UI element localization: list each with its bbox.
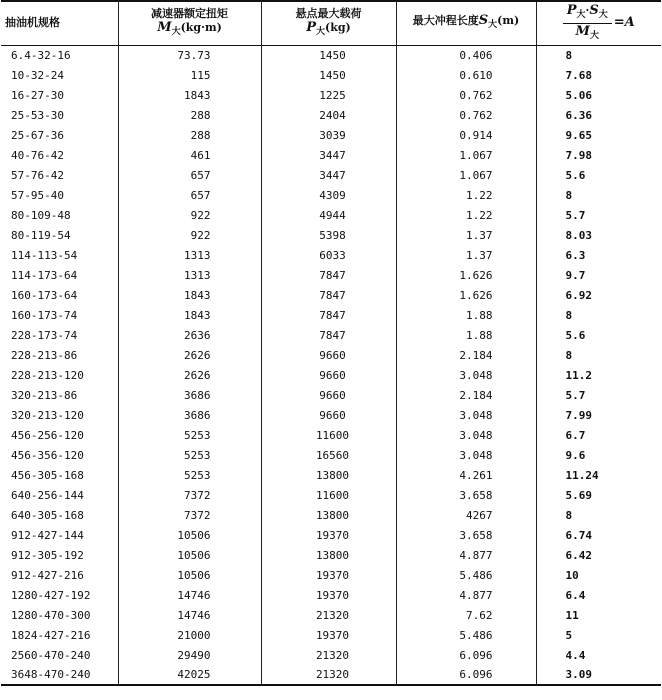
cell-torque: 7372 bbox=[118, 485, 261, 505]
cell-load: 2404 bbox=[261, 105, 396, 125]
cell-stroke: 3.658 bbox=[396, 525, 536, 545]
cell-load: 3039 bbox=[261, 125, 396, 145]
cell-ratio: 11 bbox=[565, 608, 579, 622]
table-row bbox=[1, 125, 661, 145]
table-row bbox=[1, 485, 661, 505]
table-row bbox=[1, 645, 661, 665]
cell-ratio: 10 bbox=[565, 568, 579, 582]
load-subscript: 大 bbox=[316, 27, 326, 38]
cell-stroke: 5.486 bbox=[396, 565, 536, 585]
cell-stroke: 1.22 bbox=[396, 185, 536, 205]
header-torque-label: 减速器额定扭矩 bbox=[151, 7, 228, 21]
cell-ratio: 6.42 bbox=[565, 548, 592, 562]
cell-ratio: 6.3 bbox=[565, 248, 586, 262]
cell-spec: 456-256-120 bbox=[1, 425, 118, 445]
cell-torque: 10506 bbox=[118, 525, 261, 545]
cell-ratio: 8 bbox=[565, 48, 573, 62]
table-row bbox=[1, 665, 661, 685]
table-row bbox=[1, 445, 661, 465]
header-torque-symbol-line bbox=[119, 21, 261, 39]
table-row bbox=[1, 565, 661, 585]
table-row bbox=[1, 465, 661, 485]
cell-load: 19370 bbox=[261, 585, 396, 605]
cell-stroke: 4.877 bbox=[396, 545, 536, 565]
torque-unit: (kg·m) bbox=[180, 21, 222, 35]
cell-stroke: 3.048 bbox=[396, 445, 536, 465]
cell-ratio: 8 bbox=[565, 308, 573, 322]
table-row bbox=[1, 505, 661, 525]
cell-torque: 29490 bbox=[118, 645, 261, 665]
cell-torque: 3686 bbox=[118, 385, 261, 405]
cell-load: 7847 bbox=[261, 325, 396, 345]
cell-torque: 1843 bbox=[118, 285, 261, 305]
table-row bbox=[1, 165, 661, 185]
cell-spec: 10-32-24 bbox=[1, 65, 118, 85]
cell-load: 9660 bbox=[261, 345, 396, 365]
cell-torque: 5253 bbox=[118, 465, 261, 485]
ratio-dot: · bbox=[585, 3, 590, 17]
cell-load: 19370 bbox=[261, 565, 396, 585]
header-spec-label: 抽油机规格 bbox=[5, 16, 60, 30]
cell-spec: 57-76-42 bbox=[1, 165, 118, 185]
cell-torque: 657 bbox=[118, 165, 261, 185]
cell-ratio: 11.2 bbox=[565, 368, 592, 382]
table-row bbox=[1, 285, 661, 305]
ratio-fraction bbox=[563, 4, 612, 43]
load-unit: (kg) bbox=[325, 21, 351, 35]
cell-stroke: 1.37 bbox=[396, 225, 536, 245]
cell-ratio: 6.7 bbox=[565, 428, 586, 442]
cell-stroke: 1.37 bbox=[396, 245, 536, 265]
cell-ratio: 6.74 bbox=[565, 528, 592, 542]
cell-torque: 14746 bbox=[118, 585, 261, 605]
cell-load: 7847 bbox=[261, 265, 396, 285]
cell-spec: 320-213-120 bbox=[1, 405, 118, 425]
cell-load: 1450 bbox=[261, 45, 396, 65]
cell-load: 7847 bbox=[261, 305, 396, 325]
cell-ratio: 5.06 bbox=[565, 88, 592, 102]
cell-load: 19370 bbox=[261, 625, 396, 645]
cell-torque: 922 bbox=[118, 225, 261, 245]
cell-spec: 2560-470-240 bbox=[1, 645, 118, 665]
stroke-unit: (m) bbox=[497, 14, 520, 28]
cell-ratio: 9.6 bbox=[565, 448, 586, 462]
cell-load: 21320 bbox=[261, 645, 396, 665]
cell-ratio: 5.7 bbox=[565, 388, 586, 402]
header-load bbox=[261, 1, 396, 45]
table-row bbox=[1, 65, 661, 85]
cell-stroke: 4267 bbox=[396, 505, 536, 525]
cell-spec: 912-305-192 bbox=[1, 545, 118, 565]
cell-torque: 3686 bbox=[118, 405, 261, 425]
table-row bbox=[1, 185, 661, 205]
cell-ratio: 8 bbox=[565, 188, 573, 202]
cell-stroke: 1.067 bbox=[396, 165, 536, 185]
table-row bbox=[1, 425, 661, 445]
table-row bbox=[1, 525, 661, 545]
cell-torque: 1313 bbox=[118, 265, 261, 285]
cell-stroke: 1.88 bbox=[396, 305, 536, 325]
cell-spec: 640-256-144 bbox=[1, 485, 118, 505]
cell-torque: 14746 bbox=[118, 605, 261, 625]
cell-ratio: 7.68 bbox=[565, 68, 592, 82]
header-stroke-label: 最大冲程长度 bbox=[412, 14, 479, 28]
cell-stroke: 1.88 bbox=[396, 325, 536, 345]
cell-load: 11600 bbox=[261, 485, 396, 505]
cell-load: 21320 bbox=[261, 605, 396, 625]
cell-stroke: 3.048 bbox=[396, 405, 536, 425]
cell-spec: 228-213-86 bbox=[1, 345, 118, 365]
cell-stroke: 1.22 bbox=[396, 205, 536, 225]
cell-spec: 25-53-30 bbox=[1, 105, 118, 125]
cell-stroke: 3.048 bbox=[396, 365, 536, 385]
cell-load: 1225 bbox=[261, 85, 396, 105]
cell-ratio: 7.99 bbox=[565, 408, 592, 422]
cell-stroke: 1.626 bbox=[396, 265, 536, 285]
cell-load: 19370 bbox=[261, 525, 396, 545]
header-row bbox=[1, 1, 661, 45]
table-row bbox=[1, 205, 661, 225]
cell-ratio: 5.69 bbox=[565, 488, 592, 502]
cell-torque: 922 bbox=[118, 205, 261, 225]
cell-spec: 25-67-36 bbox=[1, 125, 118, 145]
cell-stroke: 2.184 bbox=[396, 345, 536, 365]
cell-load: 4944 bbox=[261, 205, 396, 225]
cell-spec: 114-113-54 bbox=[1, 245, 118, 265]
cell-load: 13800 bbox=[261, 545, 396, 565]
ratio-s-subscript: 大 bbox=[598, 9, 608, 20]
ratio-equals-a: =A bbox=[613, 15, 635, 31]
cell-load: 4309 bbox=[261, 185, 396, 205]
cell-spec: 228-213-120 bbox=[1, 365, 118, 385]
cell-stroke: 1.067 bbox=[396, 145, 536, 165]
ratio-m-symbol: M bbox=[575, 23, 590, 39]
cell-spec: 160-173-64 bbox=[1, 285, 118, 305]
cell-stroke: 0.914 bbox=[396, 125, 536, 145]
cell-load: 1450 bbox=[261, 65, 396, 85]
cell-stroke: 1.626 bbox=[396, 285, 536, 305]
cell-ratio: 5.7 bbox=[565, 208, 586, 222]
cell-spec: 456-356-120 bbox=[1, 445, 118, 465]
table-row bbox=[1, 145, 661, 165]
table-row bbox=[1, 225, 661, 245]
cell-stroke: 7.62 bbox=[396, 605, 536, 625]
table-header bbox=[1, 1, 661, 45]
table-row bbox=[1, 305, 661, 325]
ratio-m-subscript: 大 bbox=[589, 30, 599, 41]
ratio-p-symbol: P bbox=[566, 2, 577, 18]
cell-load: 3447 bbox=[261, 165, 396, 185]
cell-stroke: 2.184 bbox=[396, 385, 536, 405]
cell-load: 3447 bbox=[261, 145, 396, 165]
ratio-s-symbol: S bbox=[589, 2, 599, 18]
cell-ratio: 8.03 bbox=[565, 228, 592, 242]
cell-torque: 2636 bbox=[118, 325, 261, 345]
table-row bbox=[1, 405, 661, 425]
cell-ratio: 6.36 bbox=[565, 108, 592, 122]
cell-ratio: 6.92 bbox=[565, 288, 592, 302]
cell-spec: 228-173-74 bbox=[1, 325, 118, 345]
cell-stroke: 0.610 bbox=[396, 65, 536, 85]
cell-torque: 115 bbox=[118, 65, 261, 85]
cell-stroke: 6.096 bbox=[396, 645, 536, 665]
table-row bbox=[1, 105, 661, 125]
cell-spec: 80-109-48 bbox=[1, 205, 118, 225]
cell-ratio: 5.6 bbox=[565, 168, 586, 182]
cell-stroke: 5.486 bbox=[396, 625, 536, 645]
cell-torque: 10506 bbox=[118, 565, 261, 585]
cell-torque: 21000 bbox=[118, 625, 261, 645]
cell-spec: 40-76-42 bbox=[1, 145, 118, 165]
cell-load: 13800 bbox=[261, 505, 396, 525]
cell-spec: 3648-470-240 bbox=[1, 665, 118, 685]
torque-symbol: M bbox=[157, 20, 172, 36]
cell-load: 21320 bbox=[261, 665, 396, 685]
ratio-numerator bbox=[563, 4, 612, 24]
cell-torque: 657 bbox=[118, 185, 261, 205]
header-spec bbox=[1, 1, 118, 45]
cell-stroke: 4.261 bbox=[396, 465, 536, 485]
cell-torque: 2626 bbox=[118, 345, 261, 365]
table-row bbox=[1, 345, 661, 365]
cell-torque: 1843 bbox=[118, 305, 261, 325]
table-row bbox=[1, 385, 661, 405]
cell-stroke: 0.762 bbox=[396, 85, 536, 105]
cell-ratio: 6.4 bbox=[565, 588, 586, 602]
cell-ratio: 9.7 bbox=[565, 268, 586, 282]
cell-ratio: 11.24 bbox=[565, 468, 599, 482]
cell-ratio: 5 bbox=[565, 628, 573, 642]
header-torque bbox=[118, 1, 261, 45]
cell-stroke: 3.048 bbox=[396, 425, 536, 445]
cell-torque: 7372 bbox=[118, 505, 261, 525]
cell-ratio: 5.6 bbox=[565, 328, 586, 342]
pumping-unit-table bbox=[1, 0, 661, 686]
cell-spec: 6.4-32-16 bbox=[1, 45, 118, 65]
cell-torque: 5253 bbox=[118, 445, 261, 465]
cell-spec: 1280-470-300 bbox=[1, 605, 118, 625]
stroke-symbol: S bbox=[478, 13, 489, 29]
cell-torque: 1843 bbox=[118, 85, 261, 105]
table-row bbox=[1, 85, 661, 105]
table-row bbox=[1, 545, 661, 565]
ratio-p-subscript: 大 bbox=[576, 9, 586, 20]
cell-ratio: 7.98 bbox=[565, 148, 592, 162]
cell-ratio: 9.65 bbox=[565, 128, 592, 142]
table-row bbox=[1, 325, 661, 345]
cell-spec: 320-213-86 bbox=[1, 385, 118, 405]
cell-ratio: 8 bbox=[565, 508, 573, 522]
table-row bbox=[1, 365, 661, 385]
cell-torque: 10506 bbox=[118, 545, 261, 565]
cell-stroke: 0.762 bbox=[396, 105, 536, 125]
stroke-subscript: 大 bbox=[488, 20, 498, 31]
table-row bbox=[1, 265, 661, 285]
load-symbol: P bbox=[306, 20, 317, 36]
table-row bbox=[1, 625, 661, 645]
cell-spec: 160-173-74 bbox=[1, 305, 118, 325]
table-body bbox=[1, 45, 661, 685]
table-row bbox=[1, 605, 661, 625]
cell-stroke: 4.877 bbox=[396, 585, 536, 605]
cell-torque: 5253 bbox=[118, 425, 261, 445]
cell-spec: 456-305-168 bbox=[1, 465, 118, 485]
cell-torque: 288 bbox=[118, 125, 261, 145]
cell-ratio: 4.4 bbox=[565, 648, 586, 662]
cell-torque: 1313 bbox=[118, 245, 261, 265]
cell-load: 9660 bbox=[261, 385, 396, 405]
cell-ratio: 3.09 bbox=[536, 665, 661, 685]
cell-load: 9660 bbox=[261, 365, 396, 385]
cell-spec: 1824-427-216 bbox=[1, 625, 118, 645]
cell-spec: 1280-427-192 bbox=[1, 585, 118, 605]
cell-spec: 640-305-168 bbox=[1, 505, 118, 525]
header-load-label: 悬点最大载荷 bbox=[295, 7, 362, 21]
ratio-denominator bbox=[563, 24, 612, 43]
cell-torque: 288 bbox=[118, 105, 261, 125]
header-stroke bbox=[396, 1, 536, 45]
cell-spec: 80-119-54 bbox=[1, 225, 118, 245]
cell-load: 6033 bbox=[261, 245, 396, 265]
torque-subscript: 大 bbox=[171, 27, 181, 38]
cell-load: 9660 bbox=[261, 405, 396, 425]
cell-spec: 114-173-64 bbox=[1, 265, 118, 285]
cell-torque: 461 bbox=[118, 145, 261, 165]
header-ratio bbox=[536, 1, 661, 45]
cell-spec: 912-427-144 bbox=[1, 525, 118, 545]
cell-spec: 57-95-40 bbox=[1, 185, 118, 205]
cell-stroke: 3.658 bbox=[396, 485, 536, 505]
cell-ratio: 8 bbox=[565, 348, 573, 362]
cell-stroke: 0.406 bbox=[396, 45, 536, 65]
cell-load: 13800 bbox=[261, 465, 396, 485]
cell-stroke: 6.096 bbox=[396, 665, 536, 685]
cell-load: 11600 bbox=[261, 425, 396, 445]
cell-load: 7847 bbox=[261, 285, 396, 305]
cell-load: 16560 bbox=[261, 445, 396, 465]
table-row bbox=[1, 45, 661, 65]
cell-torque: 2626 bbox=[118, 365, 261, 385]
header-load-symbol-line bbox=[262, 21, 396, 39]
cell-torque: 42025 bbox=[118, 665, 261, 685]
table-row bbox=[1, 245, 661, 265]
cell-torque: 73.73 bbox=[118, 45, 261, 65]
cell-spec: 16-27-30 bbox=[1, 85, 118, 105]
cell-load: 5398 bbox=[261, 225, 396, 245]
cell-spec: 912-427-216 bbox=[1, 565, 118, 585]
table-row bbox=[1, 585, 661, 605]
